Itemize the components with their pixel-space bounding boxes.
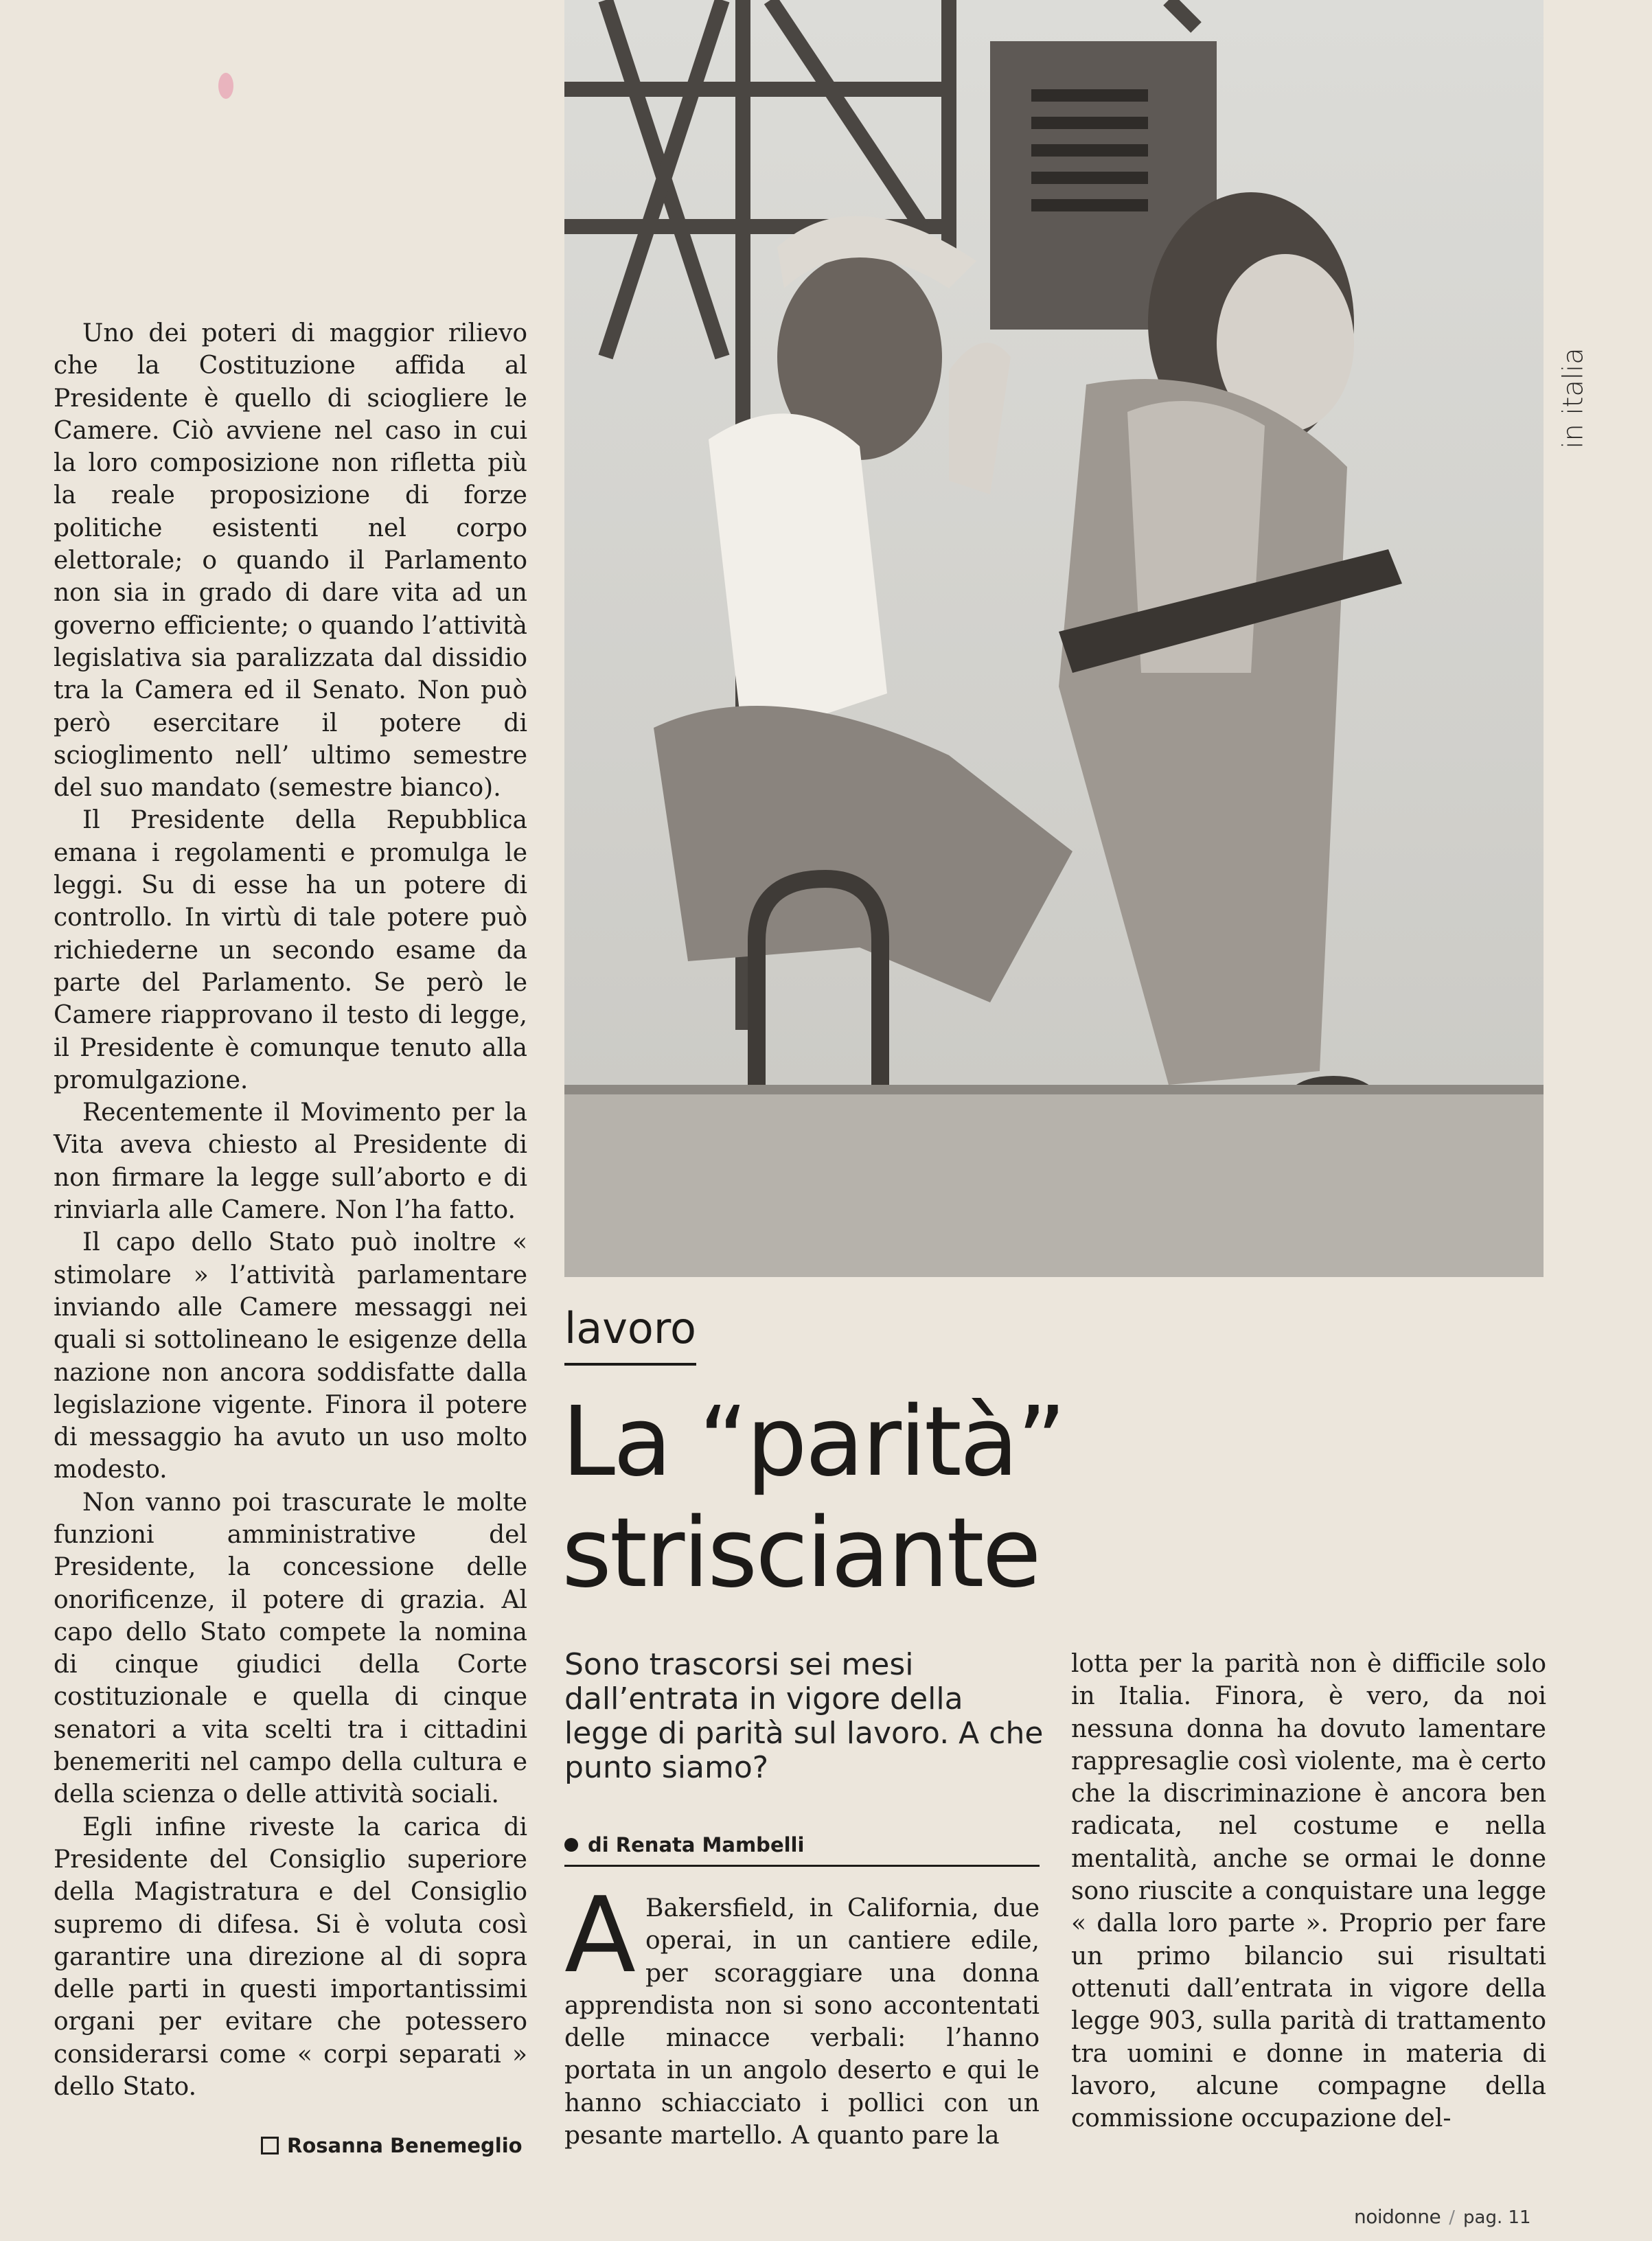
article-body-text-1: Bakersfield, in California, due operai, in un cantiere edile, per scoraggiare una donna apprendista non si sono accontentati delle minacce verbali: l’hanno portata in un angolo deserto e qui le hanno schiacciato i pollici con un pesante martello. A quanto pare la	[564, 1894, 1040, 2150]
left-paragraph-5: Non vanno poi trascurate le molte funzioni amministrative del Presidente, la concessione delle onorificenze, il potere di grazia. Al capo dello Stato compete la nomina di cinque giudici della Corte costituzionale e quella di cinque senatori a vita scelti tra i cittadini benemeriti nel campo della cultura e della scienza o delle attività sociali.	[54, 1488, 527, 1809]
left-paragraph-2: Il Presidente della Repubblica emana i regolamenti e promulga le leggi. Su di esse ha un potere di controllo. In virtù di tale potere può richiederne un secondo esame da parte del Parlamento. Se però le Camere riapprovano il testo di legge, il Presidente è comunque tenuto alla promulgazione.	[54, 806, 527, 1094]
page-number: pag. 11	[1463, 2207, 1531, 2228]
section-tab	[1553, 316, 1594, 481]
article-byline	[564, 1833, 1038, 1857]
section-tab-label: in italia	[1558, 347, 1590, 449]
photo-illustration	[564, 0, 1544, 1277]
left-article-signature	[261, 2134, 530, 2157]
left-paragraph-4: Il capo dello Stato può inoltre « stimolare » l’attività parlamentare inviando alle Camere messaggi nei quali si sottolineano le esigenze della nazione non ancora soddisfatte dalla legislazione vigente. Finora il potere di messaggio ha avuto un uso molto modesto.	[54, 1228, 527, 1484]
article-kicker: lavoro	[564, 1303, 696, 1353]
article-subhead: Sono trascorsi sei mesi dall’entrata in vigore della legge di parità sul lavoro. A che punto siamo?	[564, 1647, 1044, 1785]
headline-line-2: strisciante	[562, 1497, 1040, 1609]
drop-cap: A	[564, 1874, 636, 1996]
left-article-column	[54, 317, 527, 2103]
left-article-author: Rosanna Benemeglio	[287, 2134, 523, 2157]
article-body-column-1	[564, 1874, 1040, 2152]
square-bullet-icon	[261, 2137, 279, 2154]
kicker-underline	[564, 1363, 696, 1366]
headline-line-1: La “parità”	[562, 1386, 1065, 1498]
paper-stain	[218, 73, 233, 99]
left-paragraph-1: Uno dei poteri di maggior rilievo che la Costituzione affida al Presidente è quello di sciogliere le Camere. Ciò avviene nel caso in cui la loro composizione non rifletta più la reale proposizione di forze politiche esistenti nel corpo elettorale; o quando il Parlamento non sia in grado di dare vita ad un governo efficiente; o quando l’attività legislativa sia paralizzata dal dissidio tra la Camera ed il Senato. Non può però esercitare il potere di scioglimento nell’ ultimo semestre del suo mandato (semestre bianco).	[54, 319, 527, 803]
page-footer	[1354, 2205, 1560, 2228]
byline-text: di Renata Mambelli	[588, 1833, 805, 1857]
article-headline	[562, 1387, 1523, 1609]
bullet-dot-icon	[564, 1838, 578, 1852]
left-paragraph-6: Egli infine riveste la carica di Presidente del Consiglio superiore della Magistratura e del Consiglio supremo di difesa. Si è voluta così garantire una direzione al di sopra delle parti in questi importantissimi organi per evitare che potessero considerarsi come « corpi separati » dello Stato.	[54, 1813, 527, 2102]
article-body-text-2: lotta per la parità non è difficile solo in Italia. Finora, è vero, da noi nessuna donna ha dovuto lamentare rappresaglie così violente, ma è certo che la discriminazione è ancora ben radicata, nel costume e nella mentalità, anche se ormai le donne sono riuscite a conquistare una legge « dalla loro parte ». Proprio per fare un primo bilancio sui risultati ottenuti dall’entrata in vigore della legge 903, sulla parità di trattamento tra uomini e donne in materia di lavoro, alcune compagne della commissione occupazione del-	[1071, 1650, 1546, 2133]
footer-separator: /	[1449, 2207, 1456, 2228]
magazine-name: noidonne	[1354, 2205, 1441, 2228]
left-paragraph-3: Recentemente il Movimento per la Vita aveva chiesto al Presidente di non firmare la legge sull’aborto e di rinviarla alle Camere. Non l’ha fatto.	[54, 1099, 527, 1225]
byline-rule	[564, 1865, 1040, 1867]
article-body-column-2	[1071, 1648, 1546, 2135]
article-photo	[564, 0, 1544, 1277]
